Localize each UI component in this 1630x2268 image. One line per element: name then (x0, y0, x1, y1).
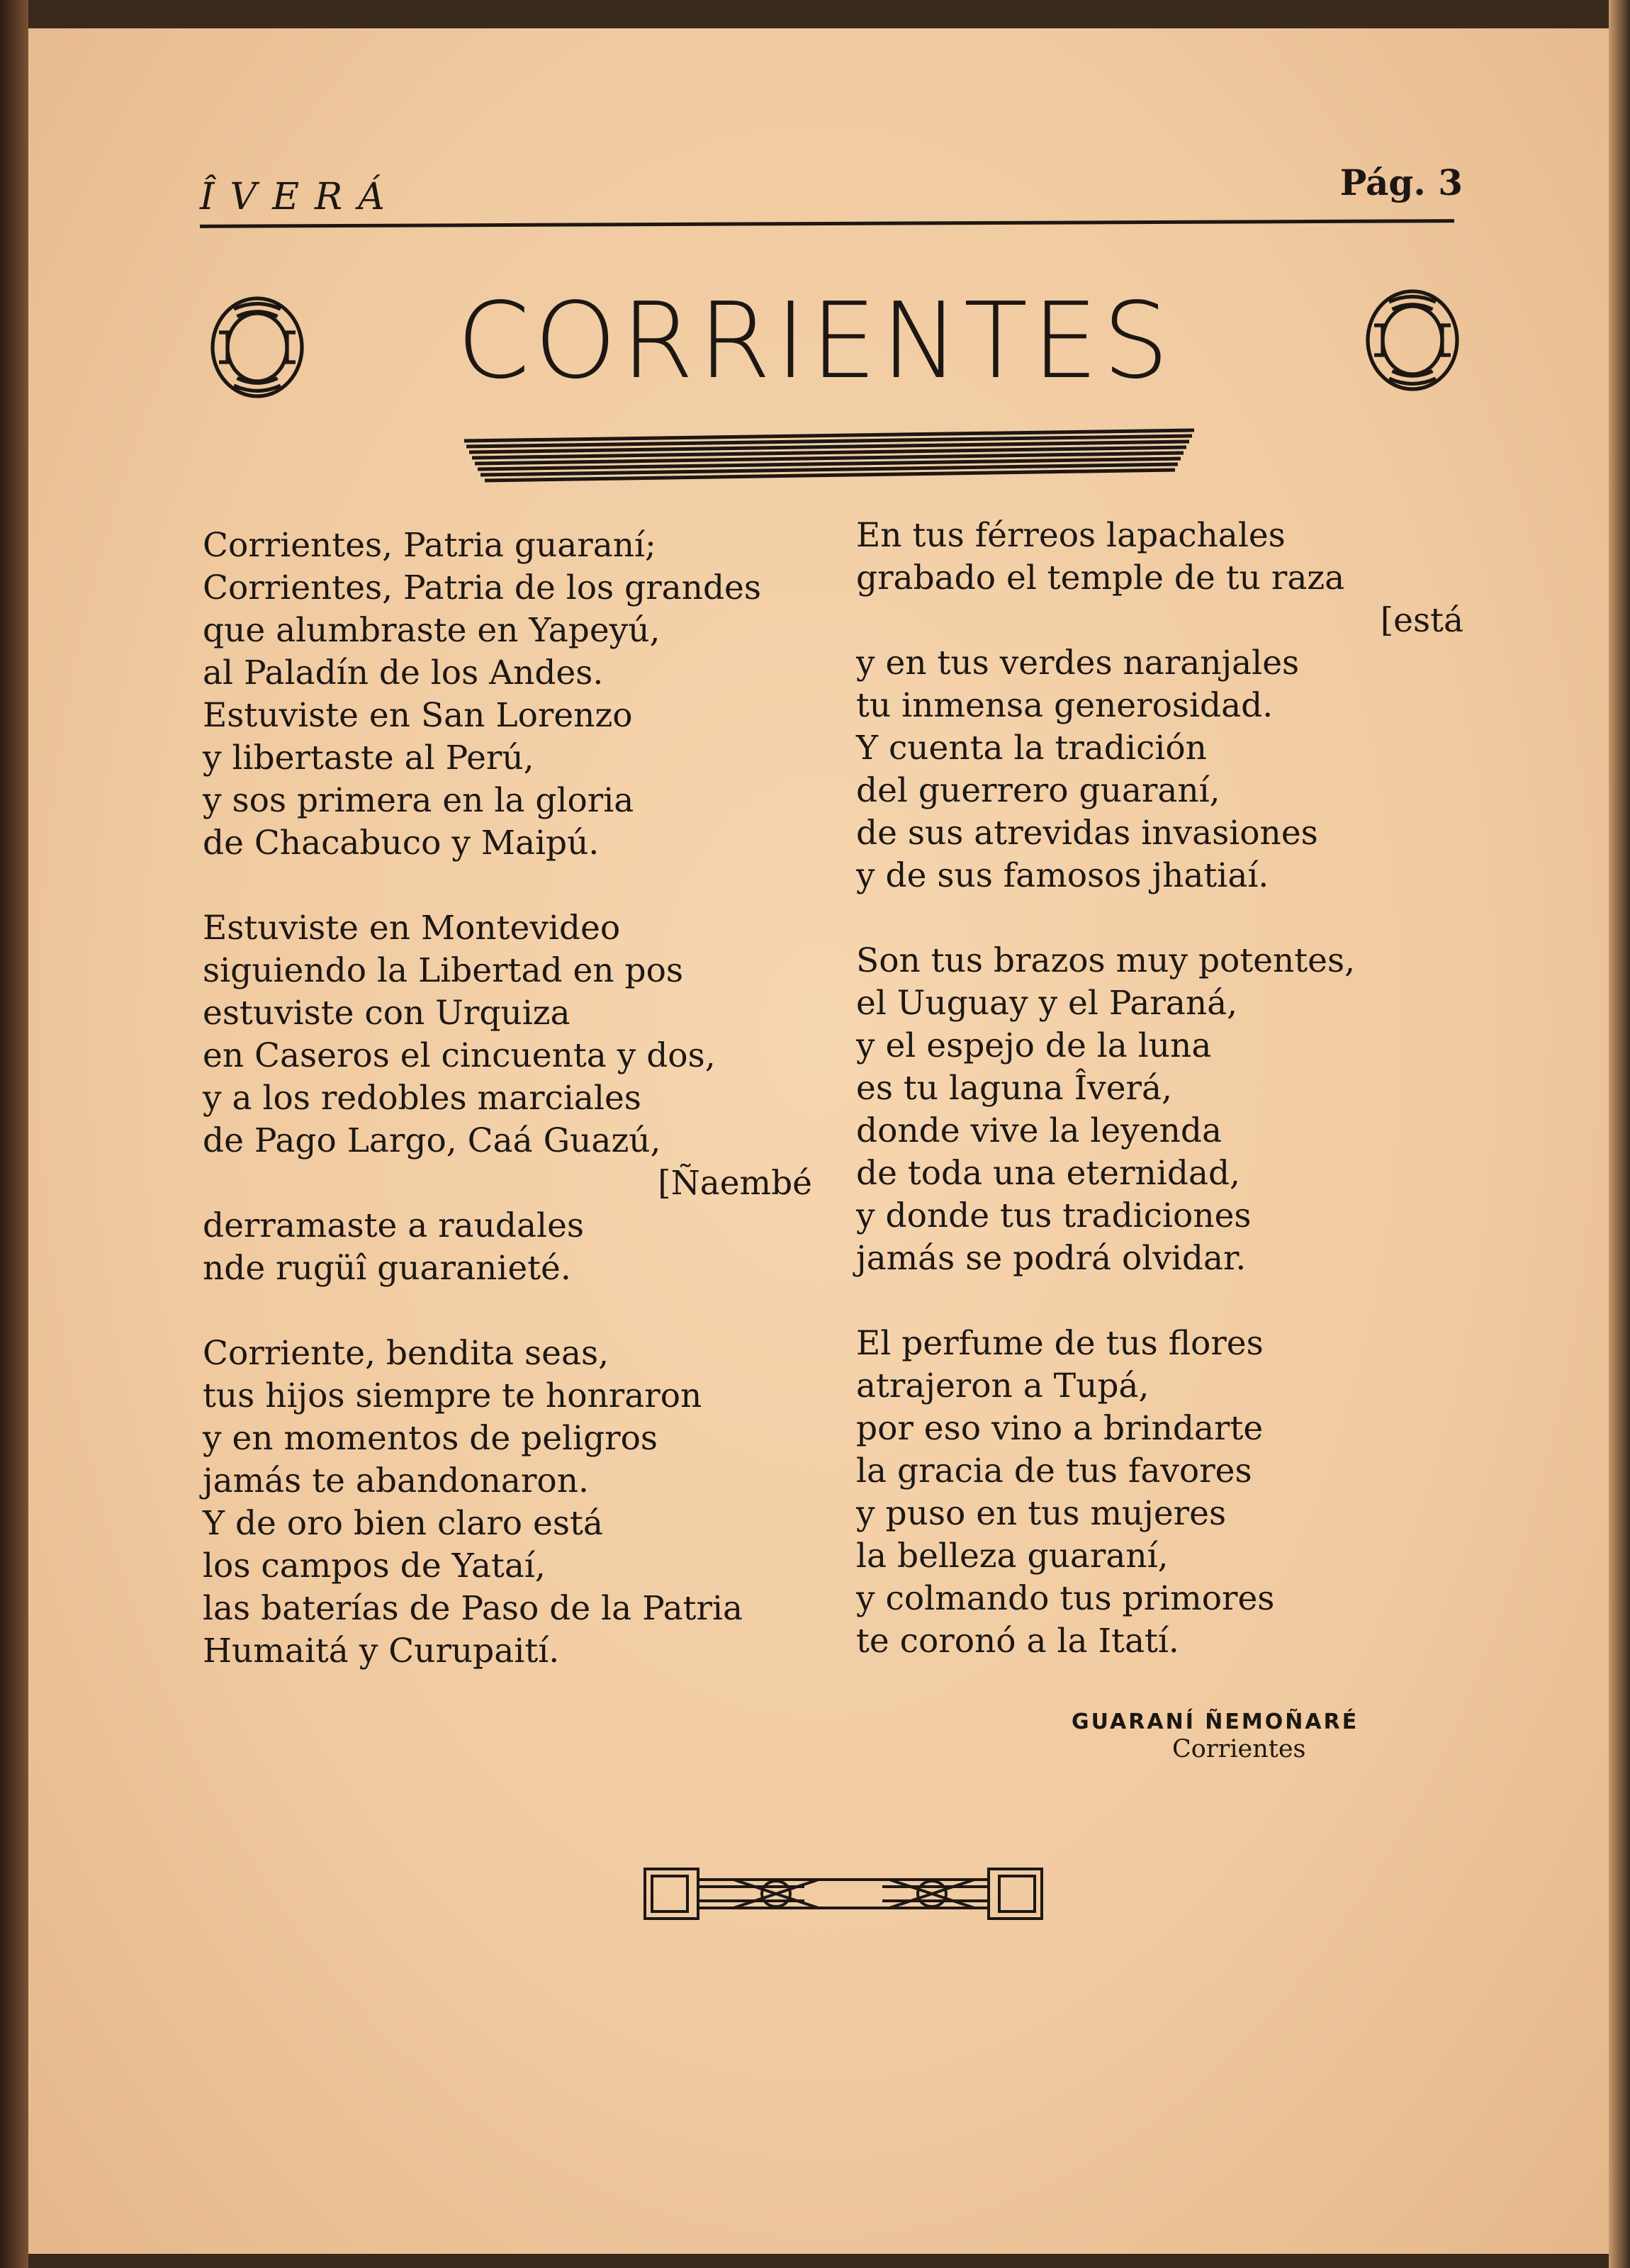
bottom-ornament (641, 1858, 1045, 1929)
author-place: Corrientes (1172, 1735, 1306, 1763)
verse-line: de Pago Largo, Caá Guazú, (203, 1121, 661, 1160)
verse-line: es tu laguna Îverá, (856, 1069, 1172, 1108)
verse-line: Corrientes, Patria de los grandes (203, 568, 761, 607)
lifebuoy-ornament-icon (1359, 287, 1466, 393)
verse-line: las baterías de Paso de la Patria (203, 1589, 743, 1628)
stanza (203, 907, 812, 1290)
verse-line: derramaste a raudales (203, 1206, 584, 1245)
page-number: Pág. 3 (1339, 162, 1463, 203)
left-column (203, 524, 812, 1715)
verse-line: y libertaste al Perú, (203, 739, 534, 777)
verse-line: el Uuguay y el Paraná, (856, 984, 1238, 1023)
verse-line: que alumbraste en Yapeyú, (203, 611, 661, 650)
verse-line: la gracia de tus favores (856, 1452, 1252, 1491)
verse-line: de toda una eternidad, (856, 1154, 1240, 1193)
verse-line: siguiendo la Libertad en pos (203, 951, 684, 990)
verse-line: y sos primera en la gloria (203, 781, 634, 820)
verse-line: y en momentos de peligros (203, 1419, 658, 1458)
verse-line: y puso en tus mujeres (856, 1494, 1227, 1533)
verse-line: la belleza guaraní, (856, 1537, 1169, 1576)
verse-line: Estuviste en Montevideo (203, 909, 621, 948)
verse-line: y donde tus tradiciones (856, 1196, 1252, 1235)
verse-line: Y cuenta la tradición (856, 729, 1207, 768)
verse-line: Corriente, bendita seas, (203, 1334, 609, 1373)
verse-line: Y de oro bien claro está (203, 1504, 603, 1543)
stanza (203, 524, 812, 865)
verse-line: y el espejo de la luna (856, 1026, 1212, 1065)
stanza (856, 940, 1463, 1280)
verse-line: [está (1380, 601, 1463, 640)
author-name: GUARANÍ ÑEMOÑARÉ (1072, 1710, 1359, 1734)
right-column (856, 515, 1463, 1705)
verse-line: El perfume de tus flores (856, 1324, 1264, 1363)
stanza (203, 1332, 812, 1673)
magazine-name: ÎVERÁ (200, 176, 400, 218)
verse-line: estuviste con Urquiza (203, 994, 570, 1033)
verse-line: en Caseros el cincuenta y dos, (203, 1036, 716, 1075)
verse-line: tu inmensa generosidad. (856, 686, 1274, 725)
poem-title: CORRIENTES (456, 280, 1174, 402)
verse-line: tus hijos siempre te honraron (203, 1376, 702, 1415)
verse-line: Estuviste en San Lorenzo (203, 696, 633, 735)
verse-line: jamás se podrá olvidar. (856, 1239, 1247, 1278)
verse-line: y a los redobles marciales (203, 1079, 641, 1118)
verse-line: En tus férreos lapachales (856, 516, 1286, 555)
verse-line: [Ñaembé (658, 1164, 812, 1203)
verse-line: grabado el temple de tu raza (856, 558, 1345, 597)
stanza (856, 1323, 1463, 1663)
verse-line: de sus atrevidas invasiones (856, 814, 1318, 853)
verse-line: te coronó a la Itatí. (856, 1622, 1179, 1661)
verse-line: Corrientes, Patria guaraní; (203, 526, 656, 565)
verse-line: Humaitá y Curupaití. (203, 1632, 560, 1671)
verse-line: del guerrero guaraní, (856, 771, 1220, 810)
verse-line: Son tus brazos muy potentes, (856, 941, 1356, 980)
stanza (856, 515, 1463, 897)
verse-line: y colmando tus primores (856, 1579, 1275, 1618)
verse-line: jamás te abandonaron. (203, 1461, 589, 1500)
verse-line: donde vive la leyenda (856, 1111, 1222, 1150)
verse-line: y en tus verdes naranjales (856, 644, 1300, 683)
verse-line: al Paladín de los Andes. (203, 653, 604, 692)
verse-line: los campos de Yataí, (203, 1546, 546, 1585)
verse-line: por eso vino a brindarte (856, 1409, 1264, 1448)
verse-line: atrajeron a Tupá, (856, 1366, 1150, 1405)
verse-line: nde rugüî guaranieté. (203, 1249, 571, 1288)
verse-line: y de sus famosos jhatiaí. (856, 856, 1269, 895)
verse-line: de Chacabuco y Maipú. (203, 824, 600, 863)
striped-divider (461, 427, 1198, 483)
